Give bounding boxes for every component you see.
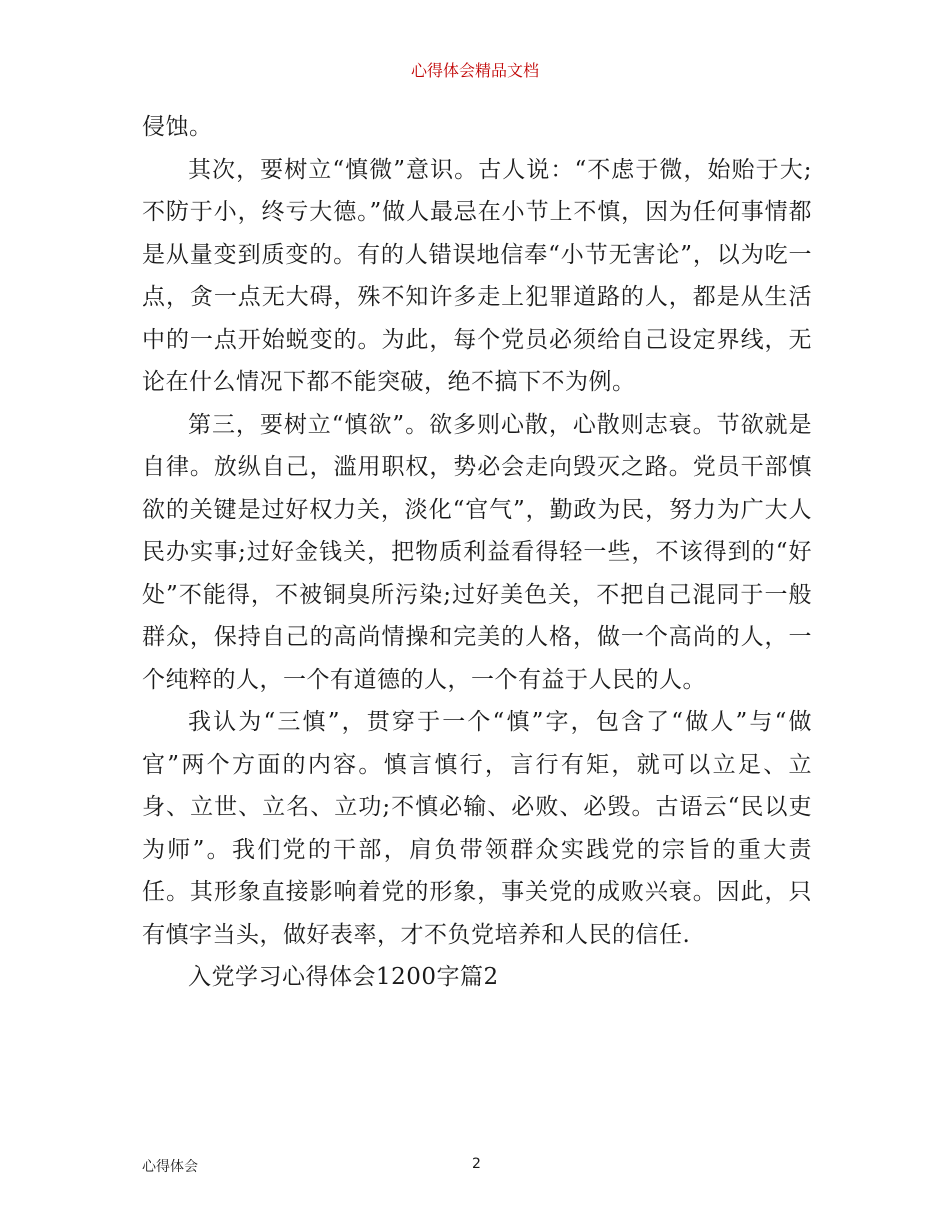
page-number: 2 — [472, 1156, 481, 1172]
document-header-title: 心得体会精品文档 — [410, 61, 539, 80]
paragraph: 第三，要树立“慎欲”。欲多则心散，心散则志衰。节欲就是自律。放纵自己，滥用职权，势必会走向毁灭之路。党员干部慎欲的关键是过好权力关，淡化“官气”，勤政为民，努力为广大人民办实事;过好金钱关，把物质利益看得轻一些，不该得到的“好处”不能得，不被铜臭所污染;过好美色关，不把自己混同于一般群众，保持自己的高尚情操和完美的人格，做一个高尚的人，一个纯粹的人，一个有道德的人，一个有益于人民的人。 — [142, 411, 812, 693]
page-footer — [142, 1156, 812, 1176]
section-heading: 入党学习心得体会1200字篇2 — [188, 964, 499, 990]
paragraph: 侵蚀。 — [142, 114, 213, 140]
paragraph: 其次，要树立“慎微”意识。古人说：“不虑于微，始贻于大;不防于小，终亏大德。”做人最忌在小节上不慎，因为任何事情都是从量变到质变的。有的人错误地信奉“小节无害论”，以为吃一点，贪一点无大碍，殊不知许多走上犯罪道路的人，都是从生活中的一点开始蜕变的。为此，每个党员必须给自己设定界线，无论在什么情况下都不能突破，绝不搞下不为例。 — [142, 156, 812, 395]
footer-label: 心得体会 — [142, 1159, 198, 1175]
document-body — [142, 106, 812, 999]
paragraph: 我认为“三慎”，贯穿于一个“慎”字，包含了“做人”与“做官”两个方面的内容。慎言慎行，言行有矩，就可以立足、立身、立世、立名、立功;不慎必输、必败、必毁。古语云“民以吏为师”。我们党的干部，肩负带领群众实践党的宗旨的重大责任。其形象直接影响着党的形象，事关党的成败兴衰。因此，只有慎字当头，做好表率，才不负党培养和人民的信任. — [142, 709, 812, 948]
